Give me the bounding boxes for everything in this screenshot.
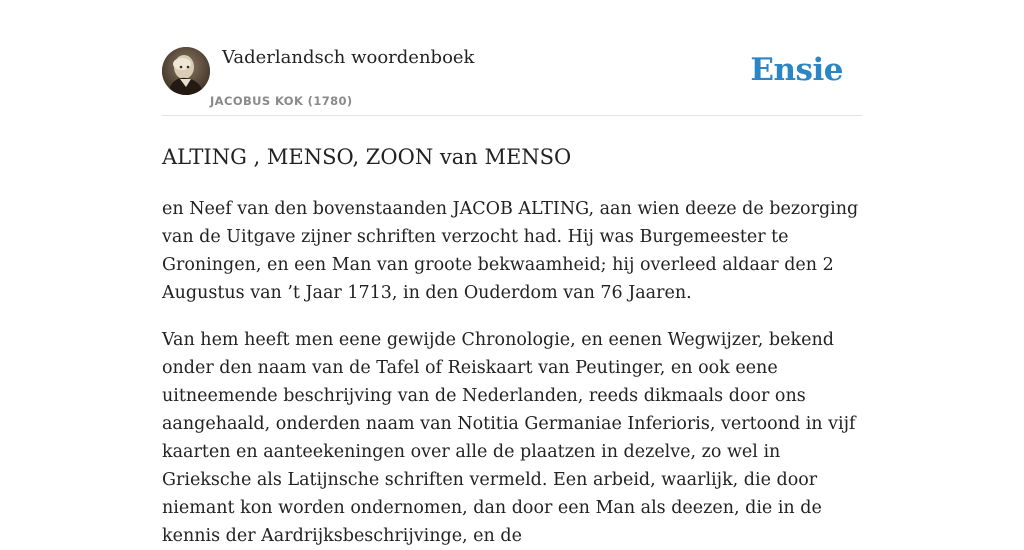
- page: [162, 0, 862, 550]
- entry-paragraph: Van hem heeft men eene gewijde Chronologie, en eenen Wegwijzer, bekend onder den naam van de Tafel of Reiskaart van Peutinger, en ook eene uitneemende beschrijving van de Nederlanden, reeds dikmaals door ons aangehaald, onderden naam van Notitia Germaniae Inferioris, vertoond in vijf kaarten en aanteekeningen over alle de plaatzen in dezelve, zo wel in Grieksche als Latijnsche schriften vermeld. Een arbeid, waarlijk, die door niemant kon worden ondernomen, dan door een Man als deezen, die in de kennis der Aardrijksbeschrijvinge, en de: [162, 330, 856, 546]
- entry-paragraph: en Neef van den bovenstaanden JACOB ALTING, aan wien deeze de bezorging van de Uitgave zijner schriften verzocht had. Hij was Burgemeester te Groningen, en een Man van groote bekwaamheid; hij overleed aldaar den 2 Augustus van ’t Jaar 1713, in den Ouderdom van 76 Jaaren.: [162, 199, 859, 303]
- author-label: JACOBUS KOK (1780): [210, 94, 353, 108]
- ensie-logo[interactable]: Ensie: [750, 52, 843, 88]
- header: [162, 0, 862, 116]
- book-title[interactable]: Vaderlandsch woordenboek: [222, 47, 475, 68]
- portrait-avatar-icon: [162, 47, 210, 95]
- entry-title: ALTING , MENSO, ZOON van MENSO: [162, 145, 572, 169]
- entry-body: [162, 195, 862, 550]
